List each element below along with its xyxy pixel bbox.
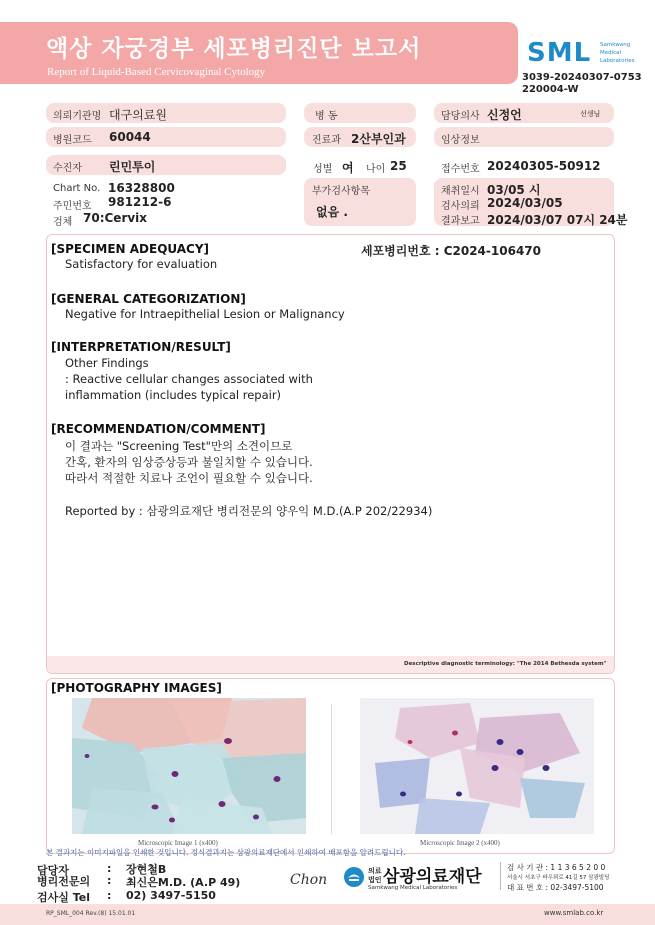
org-value: 대구의료원 [109,108,167,122]
photo-caption-1: Microscopic Image 1 (x400) [138,839,218,847]
sex-value: 여 [342,161,354,175]
age-value: 25 [390,159,407,173]
reported-by: Reported by : 삼광의료재단 병리전문의 양우익 M.D.(A.P 202/22934) [65,504,433,518]
rec-text-3: 따라서 적절한 치료나 조언이 필요할 수 있습니다. [65,471,313,485]
photo-caption-2: Microscopic Image 2 (x400) [420,839,500,847]
resident-value: 981212-6 [108,195,172,209]
adequacy-text: Satisfactory for evaluation [65,257,218,271]
general-heading: [GENERAL CATEGORIZATION] [51,292,246,306]
foundation-small-1: 의료 [368,867,382,875]
rep-tel: 대 표 번 호 : 02-3497-5100 [507,883,604,892]
chart-label: Chart No. [53,183,101,194]
microscopic-image-1 [72,698,306,834]
hospcode-value: 60044 [109,130,151,144]
specimen-value: 70:Cervix [83,211,148,225]
hospcode-label: 병원코드 [53,135,92,146]
interp-text-1: Other Findings [65,356,149,370]
collect-label: 채취일시 [441,186,480,197]
receipt-label: 접수번호 [441,164,480,175]
pathologist-label: 병리전문의 [37,875,91,888]
interp-text-3: inflammation (includes typical repair) [65,388,282,402]
request-label: 검사의뢰 [441,201,480,212]
age-label: 나이 [366,164,386,175]
result-value: 2024/03/07 07시 24분 [487,213,628,227]
patient-value: 린민투이 [109,160,156,174]
sml-logo-sub1: Samkwang [600,42,631,48]
terminology-note: Descriptive diagnostic terminology: "The 2014 Bethesda system" [404,661,607,667]
pathologist-signature: Chon [290,872,328,888]
print-notice: 본 결과지는 이미지파일을 인쇄한 것입니다. 정식결과지는 삼광의료재단에서 인쇄하여 배포함을 알려드립니다. [46,848,406,857]
resident-label: 주민번호 [53,201,92,212]
cyto-number: 세포병리번호 : C2024-106470 [361,244,541,258]
interp-heading: [INTERPRETATION/RESULT] [51,340,231,354]
photo-divider [331,704,332,834]
receipt-value: 20240305-50912 [487,159,601,173]
general-text: Negative for Intraepithelial Lesion or Malignancy [65,307,345,321]
specimen-label: 검체 [53,217,73,228]
sml-logo: SML [527,38,592,68]
info-patient-bg [46,155,286,175]
staff-label: 담당자 [37,864,69,877]
tel-colon: : [107,889,112,902]
adequacy-heading: [SPECIMEN ADEQUACY] [51,242,210,256]
report-code-2: 220004-W [522,84,579,95]
clinical-label: 임상정보 [441,135,480,146]
tel-label: 검사실 Tel [37,891,90,904]
chart-value: 16328800 [108,181,175,195]
org-code: 검 사 기 관 : 1 1 3 6 5 2 0 0 [507,863,606,872]
foundation-logo-icon [343,866,365,888]
rec-text-1: 이 결과는 "Screening Test"만의 소견이므로 [65,439,293,453]
result-label: 결과보고 [441,216,480,227]
report-subtitle: Report of Liquid-Based Cervicovaginal Cytology [47,66,266,78]
foundation-address: 서울시 서초구 바우뫼로 41길 57 삼광빌딩 [507,875,610,881]
foundation-en: Samkwang Medical Laboratories [368,885,458,891]
foundation-small-2: 법인 [368,876,382,884]
pathologist-value: 최신은M.D. (A.P 49) [126,876,241,889]
rec-heading: [RECOMMENDATION/COMMENT] [51,422,266,436]
staff-value: 장현철B [126,863,167,876]
sex-label: 성별 [313,164,333,175]
staff-colon: : [107,862,112,875]
addtest-label: 부가검사항목 [312,186,370,197]
sml-logo-sub2: Medical [600,50,622,56]
interp-text-2: : Reactive cellular changes associated with [65,372,313,386]
website-link[interactable]: www.smlab.co.kr [544,909,604,917]
request-value: 2024/03/05 [487,196,563,210]
addtest-value: 없음 . [316,205,348,219]
dept-label: 진료과 [312,135,341,146]
report-code: 3039-20240307-0753 [522,72,642,83]
footer-divider [500,862,501,890]
foundation-name: 삼광의료재단 [383,867,482,887]
org-label: 의뢰기관명 [53,111,102,122]
report-title: 액상 자궁경부 세포병리진단 보고서 [46,36,422,62]
collect-value: 03/05 시 [487,183,541,197]
form-code: RP_SML_004 Rev.(8) 15.01.01 [46,910,136,917]
rec-text-2: 간혹, 환자의 임상증상등과 불일치할 수 있습니다. [65,455,313,469]
microscopic-image-2 [360,698,594,834]
patient-label: 수진자 [53,163,82,174]
pathologist-colon: : [107,874,112,887]
ward-label: 병 동 [315,111,338,122]
photo-heading: [PHOTOGRAPHY IMAGES] [51,681,222,695]
doctor-value: 신정언 [487,108,522,122]
tel-value: 02) 3497-5150 [126,889,216,902]
sml-logo-sub3: Laboratories [600,58,635,64]
dept-value: 2산부인과 [351,132,406,146]
doctor-suffix: 선생님 [580,110,601,118]
doctor-label: 담당의사 [441,111,480,122]
